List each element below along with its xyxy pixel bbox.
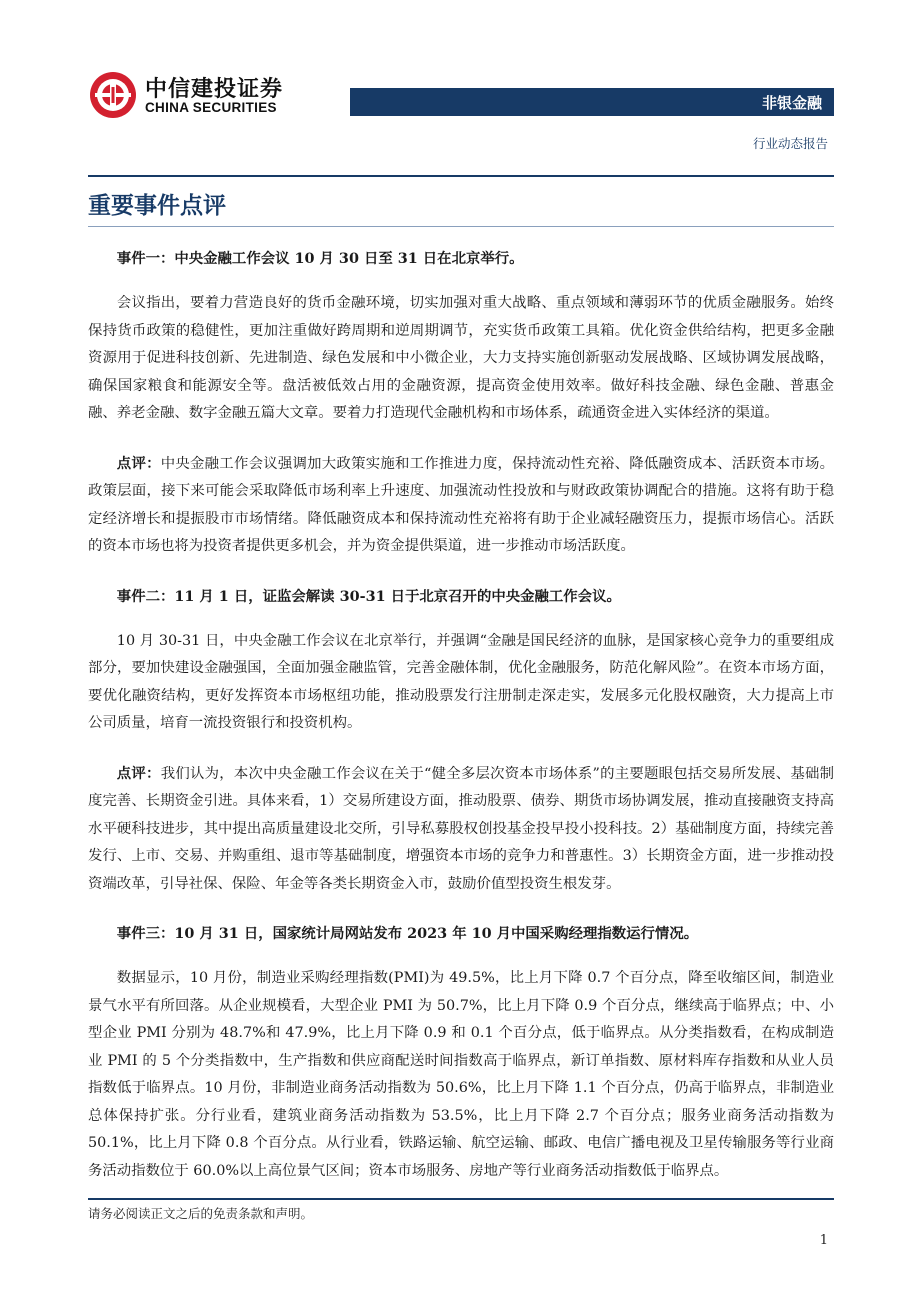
event-3-body: 数据显示，10 月份，制造业采购经理指数(PMI)为 49.5%，比上月下降 0.7 个百分点，降至收缩区间，制造业景气水平有所回落。从企业规模看，大型企业 PMI 为 50.7%，比上月下降 0.9 个百分点，继续高于临界点；中、小型企业 PMI 分别为 48.7%和 47.9%，比上月下降 0.9 和 0.1 个百分点，低于临界点。从分类指数看，在构成制造业 PMI 的 5 个分类指数中，生产指数和供应商配送时间指数高于临界点，新订单指数、原材料库存指数和从业人员指数低于临界点。10 月份，非制造业商务活动指数为 50.6%，比上月下降 1.1 个百分点，仍高于临界点，非制造业总体保持扩张。分行业看，建筑业商务活动指数为 53.5%，比上月下降 2.7 个百分点；服务业商务活动指数为 50.1%，比上月下降 0.8 个百分点。从行业看，铁路运输、航空运输、邮政、电信广播电视及卫星传输服务等行业商务活动指数位于 60.0%以上高位景气区间；资本市场服务、房地产等行业商务活动指数低于临界点。	[88, 970, 834, 1179]
disclaimer: 请务必阅读正文之后的免责条款和声明。	[88, 1206, 314, 1221]
sector-banner	[350, 88, 834, 116]
event-2-body: 10 月 30-31 日，中央金融工作会议在北京举行，并强调“金融是国民经济的血脉，是国家核心竞争力的重要组成部分，要加快建设金融强国，全面加强金融监管，完善金融体制，优化金融服务，防范化解风险”。在资本市场方面，要优化融资结构，更好发挥资本市场枢纽功能，推动股票发行注册制走深走实，发展多元化股权融资，大力提高上市公司质量，培育一流投资银行和投资机构。	[88, 632, 834, 731]
report-type: 行业动态报告	[752, 136, 828, 151]
header-divider	[88, 175, 834, 177]
event-1-title: 事件一：中央金融工作会议 10 月 30 日至 31 日在北京举行。	[116, 250, 524, 267]
comment-text: 我们认为，本次中央金融工作会议在关于“健全多层次资本市场体系”的主要题眼包括交易所发展、基础制度完善、长期资金引进。具体来看，1）交易所建设方面，推动股票、债券、期货市场协调发展，推动直接融资支持高水平硬科技进步，其中提出高质量建设北交所，引导私募股权创投基金投早投小投科技。2）基础制度方面，持续完善发行、上市、交易、并购重组、退市等基础制度，增强资本市场的竞争力和普惠性。3）长期资金方面，进一步推动投资端改革，引导社保、保险、年金等各类长期资金入市，鼓励价值型投资生根发芽。	[88, 765, 834, 892]
event-1-comment	[88, 450, 834, 561]
event-1-body: 会议指出，要着力营造良好的货币金融环境，切实加强对重大战略、重点领域和薄弱环节的优质金融服务。始终保持货币政策的稳健性，更加注重做好跨周期和逆周期调节，充实货币政策工具箱。优化资金供给结构，把更多金融资源用于促进科技创新、先进制造、绿色发展和中小微企业，大力支持实施创新驱动发展战略、区域协调发展战略，确保国家粮食和能源安全等。盘活被低效占用的金融资源，提高资金使用效率。做好科技金融、绿色金融、普惠金融、养老金融、数字金融五篇大文章。要着力打造现代金融机构和市场体系，疏通资金进入实体经济的渠道。	[88, 295, 834, 421]
event-2-title: 事件二：11 月 1 日，证监会解读 30-31 日于北京召开的中央金融工作会议。	[116, 587, 621, 605]
comment-lead: 点评：	[116, 764, 161, 782]
company-logo	[88, 70, 298, 120]
event-2-comment	[88, 760, 834, 899]
comment-text: 中央金融工作会议强调加大政策实施和工作推进力度，保持流动性充裕、降低融资成本、活跃资本市场。政策层面，接下来可能会采取降低市场利率上升速度、加强流动性投放和与财政政策协调配合的措施。这将有助于稳定经济增长和提振股市市场情绪。降低融资成本和保持流动性充裕将有助于企业减轻融资压力，提振市场信心。活跃的资本市场也将为投资者提供更多机会，并为资金提供渠道，进一步推动市场活跃度。	[88, 455, 834, 554]
footer-divider	[88, 1198, 834, 1200]
sector-label: 非银金融	[761, 94, 822, 112]
logo-english-name: CHINA SECURITIES	[145, 100, 277, 115]
comment-lead: 点评：	[116, 454, 161, 472]
event-3-title: 事件三：10 月 31 日，国家统计局网站发布 2023 年 10 月中国采购经理指数运行情况。	[116, 925, 699, 942]
report-body	[88, 245, 834, 1185]
section-title: 重要事件点评	[88, 193, 226, 219]
china-securities-logo-icon	[88, 70, 138, 120]
title-divider	[88, 226, 834, 227]
page-number: 1	[819, 1233, 828, 1248]
logo-chinese-name: 中信建投证券	[145, 77, 284, 102]
